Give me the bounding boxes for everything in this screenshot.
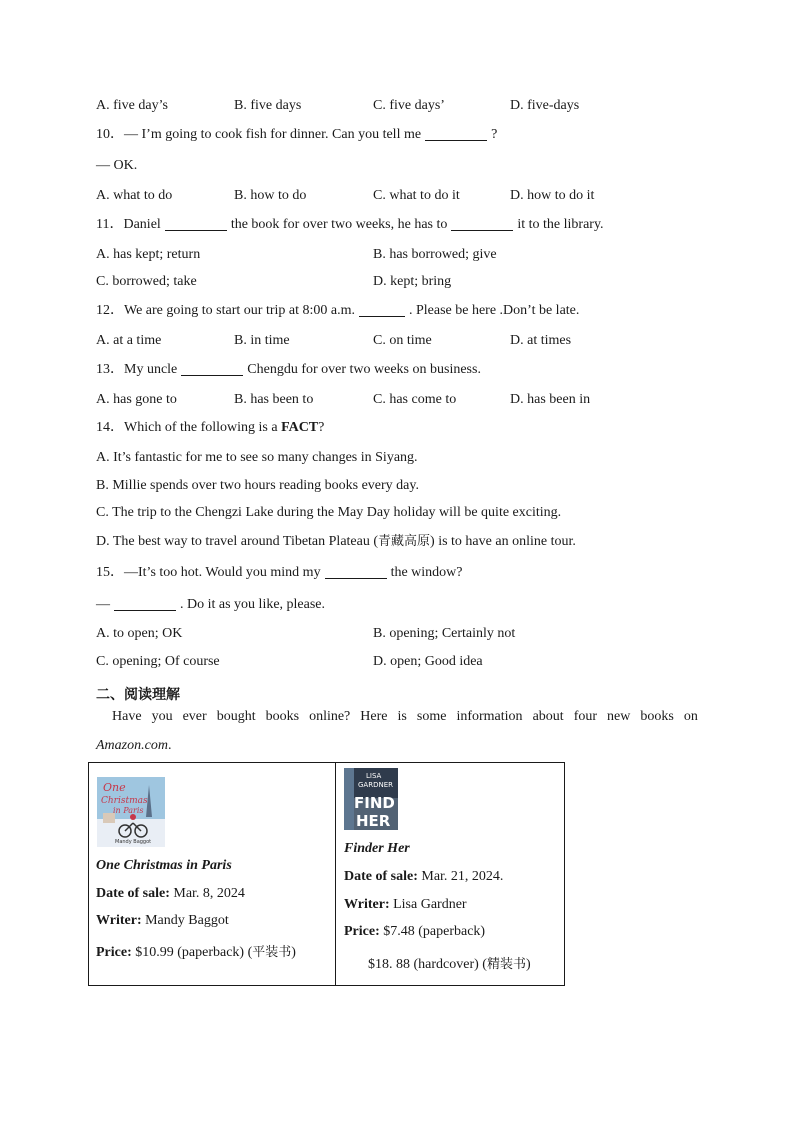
paris-cover-text-4: Mandy Baggot: [115, 839, 152, 845]
q13-option-c: C. has come to: [373, 392, 457, 407]
q14-option-b: B. Millie spends over two hours reading books every day.: [96, 478, 419, 493]
answer-blank: [451, 216, 513, 231]
q14-stem: 14．Which of the following is a FACT?: [96, 420, 325, 435]
q13-option-a: A. has gone to: [96, 392, 177, 407]
paris-cover-text-1: One: [103, 781, 126, 794]
q12-stem: 12．We are going to start our trip at 8:00 a.m. . Please be here .Don’t be late.: [96, 303, 580, 318]
intro-line-2: Amazon.com.: [96, 738, 172, 753]
paris-cover-text-3: in Paris: [113, 806, 144, 815]
table-divider: [335, 763, 336, 985]
book-table: [88, 762, 565, 986]
q14-option-d: D. The best way to travel around Tibetan Plateau (青藏高原) is to have an online tour.: [96, 534, 576, 549]
book-price2-finder: $18. 88 (hardcover) (精装书): [368, 957, 531, 972]
intro-paragraph: [96, 708, 698, 755]
q10-option-c: C. what to do it: [373, 188, 460, 203]
intro-word: ever: [182, 709, 207, 724]
q10-option-d: D. how to do it: [510, 188, 595, 203]
intro-word: some: [416, 709, 447, 724]
book-title-finder: Finder Her: [344, 841, 410, 856]
intro-word: four: [573, 709, 598, 724]
q10-reply: — OK.: [96, 158, 138, 173]
book-title-paris: One Christmas in Paris: [96, 858, 232, 873]
book-price-finder: Price: $7.48 (paperback): [344, 924, 486, 939]
finder-cover-text-1: LISA: [366, 772, 382, 780]
answer-blank: [359, 302, 405, 317]
intro-word: books: [265, 709, 300, 724]
book-cover-finder: [344, 768, 398, 830]
q14-option-a: A. It’s fantastic for me to see so many changes in Siyang.: [96, 450, 418, 465]
book-writer-finder: Writer: Lisa Gardner: [344, 897, 467, 912]
q9-option-a: A. five day’s: [96, 98, 168, 113]
q14-option-c: C. The trip to the Chengzi Lake during the May Day holiday will be quite exciting.: [96, 505, 562, 520]
book-price-paris: Price: $10.99 (paperback) (平装书): [96, 945, 296, 960]
q13-option-d: D. has been in: [510, 392, 591, 407]
intro-word: information: [456, 709, 523, 724]
intro-word: bought: [216, 709, 256, 724]
q12-option-a: A. at a time: [96, 333, 162, 348]
q11-option-d: D. kept; bring: [373, 274, 452, 289]
q15-reply: — . Do it as you like, please.: [96, 597, 326, 612]
book-cover-paris: [97, 777, 165, 847]
intro-word: is: [397, 709, 407, 724]
q11-option-a: A. has kept; return: [96, 247, 201, 262]
q15-option-d: D. open; Good idea: [373, 654, 483, 669]
q12-option-b: B. in time: [234, 333, 290, 348]
paris-cover-text-2: Christmas: [101, 796, 148, 806]
finder-cover-text-4: HER: [356, 812, 391, 830]
intro-word: new: [607, 709, 631, 724]
answer-blank: [114, 596, 176, 611]
q10-option-b: B. how to do: [234, 188, 307, 203]
q15-option-a: A. to open; OK: [96, 626, 183, 641]
q11-option-b: B. has borrowed; give: [373, 247, 497, 262]
q9-option-c: C. five days’: [373, 98, 445, 113]
q9-option-d: D. five-days: [510, 98, 580, 113]
intro-word: books: [640, 709, 674, 724]
intro-word: on: [683, 709, 698, 724]
q13-option-b: B. has been to: [234, 392, 314, 407]
intro-word: you: [151, 709, 173, 724]
q14-fact-keyword: FACT: [281, 420, 319, 435]
q11-stem: 11．Daniel the book for over two weeks, he has to it to the library.: [96, 217, 604, 232]
intro-word: Here: [360, 709, 388, 724]
answer-blank: [165, 216, 227, 231]
intro-line: [96, 708, 698, 726]
q10-option-a: A. what to do: [96, 188, 173, 203]
intro-word: online?: [309, 709, 351, 724]
finder-cover-text-2: GARDNER: [358, 781, 393, 789]
intro-word: Have: [112, 709, 142, 724]
q15-stem: 15．—It’s too hot. Would you mind my the window?: [96, 565, 463, 580]
q11-option-c: C. borrowed; take: [96, 274, 197, 289]
answer-blank: [181, 361, 243, 376]
book-date-paris: Date of sale: Mar. 8, 2024: [96, 886, 245, 901]
book-date-finder: Date of sale: Mar. 21, 2024.: [344, 869, 504, 884]
q15-option-c: C. opening; Of course: [96, 654, 220, 669]
intro-word: about: [532, 709, 564, 724]
q12-option-d: D. at times: [510, 333, 572, 348]
site-name: Amazon.com: [96, 738, 168, 753]
q9-option-b: B. five days: [234, 98, 302, 113]
q15-option-b: B. opening; Certainly not: [373, 626, 516, 641]
q13-stem: 13．My uncle Chengdu for over two weeks on business.: [96, 362, 481, 377]
answer-blank: [325, 564, 387, 579]
answer-blank: [425, 126, 487, 141]
q12-option-c: C. on time: [373, 333, 432, 348]
section-title: 二、阅读理解: [96, 687, 180, 703]
q10-stem: 10．— I’m going to cook fish for dinner. Can you tell me ?: [96, 127, 498, 142]
finder-cover-text-3: FIND: [354, 794, 395, 812]
book-writer-paris: Writer: Mandy Baggot: [96, 913, 229, 928]
